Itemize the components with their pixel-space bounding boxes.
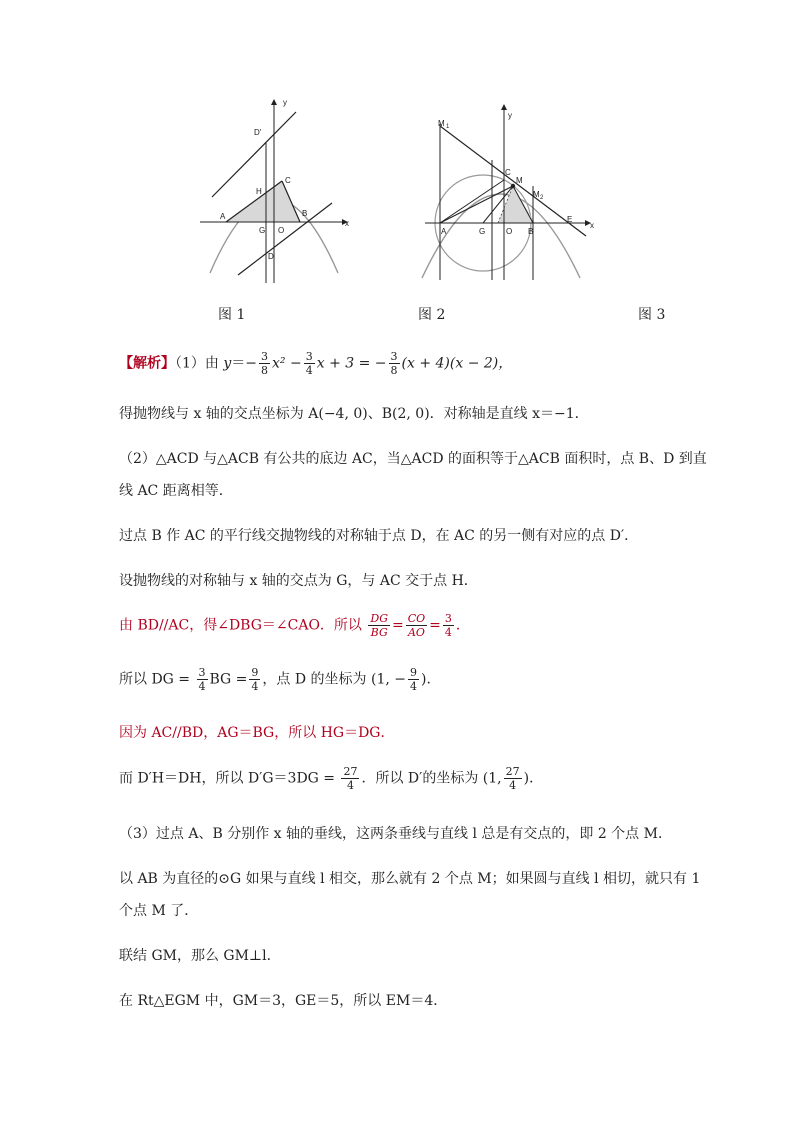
label-m: M [516, 176, 523, 185]
frac-3-4-b [443, 612, 454, 639]
figure-2-diagram [410, 100, 610, 285]
label-o: O [506, 227, 513, 236]
frac-num: 9 [410, 666, 417, 679]
frac-num: 3 [444, 612, 452, 625]
frac-num: 3 [390, 350, 398, 363]
frac-den: BG [370, 626, 388, 639]
part-l8a: 所以 DG = [119, 671, 191, 688]
frac-9-4-a [249, 666, 260, 693]
eq-sign: = [392, 617, 404, 634]
label-m1-subscript: 1 [446, 124, 450, 130]
frac-co-ao [406, 612, 427, 639]
label-x: x [345, 219, 349, 228]
eq-y: y [223, 355, 232, 372]
figure-1 [190, 95, 365, 285]
solution-line-8 [119, 666, 440, 693]
solution-line-15: 在 Rt△EGM 中，GM＝3，GE＝5，所以 EM＝4． [119, 993, 448, 1009]
solution-line-7 [119, 612, 470, 639]
label-x: x [590, 221, 594, 230]
eq-x2: x² − [272, 355, 302, 372]
label-o: O [278, 226, 285, 235]
frac-dg-bg [368, 612, 390, 639]
part1-intro: （1）由 [175, 355, 219, 372]
eq-rest2: (x + 4)(x − 2)， [401, 355, 513, 372]
frac-3-4 [304, 350, 315, 377]
frac-den: 4 [346, 779, 354, 792]
y-axis-arrow [271, 99, 277, 105]
part-l7a: 由 BD//AC，得∠DBG＝∠CAO．所以 [119, 617, 362, 634]
label-d-prime: D' [254, 128, 262, 137]
figure-2 [410, 100, 610, 285]
label-h: H [256, 187, 262, 196]
frac-den: 4 [410, 680, 417, 693]
solution-line-13: 个点 M 了． [119, 903, 199, 919]
frac-num: DG [370, 612, 388, 625]
frac-den: 4 [198, 680, 206, 693]
label-c: C [285, 176, 291, 185]
part-l8b: BG = [209, 671, 248, 688]
solution-line-5: 过点 B 作 AC 的平行线交抛物线的对称轴于点 D，在 AC 的另一侧有对应的点 D′． [119, 528, 639, 544]
frac-den: 4 [305, 364, 313, 377]
frac-num: 27 [505, 765, 520, 778]
solution-line-9: 因为 AC//BD，AG＝BG，所以 HG＝DG． [119, 725, 395, 741]
label-c: C [505, 168, 511, 177]
frac-27-4-b [504, 765, 522, 792]
solution-line-2: 得抛物线与 x 轴的交点坐标为 A(−4, 0)、B(2, 0)．对称轴是直线 x＝−1． [119, 406, 589, 422]
label-b: B [528, 227, 534, 236]
frac-27-4-a [341, 765, 359, 792]
frac-3-8-b [389, 350, 400, 377]
part-l8d: )． [421, 671, 441, 688]
figure-1-diagram [190, 95, 365, 285]
solution-line-3: （2）△ACD 与△ACB 有公共的底边 AC，当△ACD 的面积等于△ACB 面积时，点 B、D 到直 [119, 451, 707, 467]
part-l8c: ，点 D 的坐标为 (1, − [262, 671, 406, 688]
label-a: A [441, 227, 447, 236]
frac-den: 8 [261, 364, 269, 377]
label-d: D [268, 252, 274, 261]
solution-line-14: 联结 GM，那么 GM⊥l． [119, 948, 281, 964]
frac-9-4-b [408, 666, 419, 693]
solution-line-12: 以 AB 为直径的⊙G 如果与直线 l 相交，那么就有 2 个点 M；如果圆与直线 l 相切，就只有 1 [119, 871, 701, 887]
eq-sign: = [429, 617, 441, 634]
parabola [422, 194, 580, 278]
point-m [511, 184, 515, 188]
label-a: A [220, 212, 226, 221]
solution-tag: 【解析】 [119, 355, 175, 372]
frac-num: 3 [261, 350, 269, 363]
frac-den: 4 [251, 680, 259, 693]
label-m1: M [438, 119, 445, 128]
label-y: y [283, 98, 287, 107]
label-m2-subscript: 2 [540, 195, 544, 201]
frac-num: 3 [305, 350, 313, 363]
y-axis-arrow [501, 104, 507, 110]
solution-line-6: 设抛物线的对称轴与 x 轴的交点为 G，与 AC 交于点 H． [119, 573, 478, 589]
frac-den: 8 [390, 364, 398, 377]
part-l10c: )． [523, 770, 544, 787]
solution-line-11: （3）过点 A、B 分别作 x 轴的垂线，这两条垂线与直线 l 总是有交点的，即 2 个点 M． [119, 826, 672, 842]
part-l10a: 而 D′H＝DH，所以 D′G＝3DG = [119, 770, 336, 787]
frac-3-8-a [259, 350, 270, 377]
frac-3-4-c [197, 666, 208, 693]
label-b: B [302, 209, 308, 218]
frac-num: 3 [198, 666, 206, 679]
caption-figure-3: 图 3 [638, 307, 666, 323]
frac-den: AO [407, 626, 425, 639]
solution-line-10 [119, 765, 543, 792]
eq-equals: ＝− [231, 355, 258, 372]
label-m2: M [533, 190, 540, 199]
line-ac [440, 180, 504, 223]
frac-num: 9 [251, 666, 259, 679]
frac-den: 4 [509, 779, 517, 792]
label-g: G [479, 227, 486, 236]
frac-num: CO [407, 612, 426, 625]
caption-figure-1: 图 1 [218, 307, 246, 323]
part-l10b: ．所以 D′的坐标为 (1, [361, 770, 502, 787]
frac-num: 27 [343, 765, 358, 778]
period: ． [455, 617, 470, 634]
solution-line-1 [119, 350, 512, 377]
solution-line-4: 线 AC 距离相等． [119, 483, 233, 499]
label-e: E [567, 215, 573, 224]
frac-den: 4 [444, 626, 452, 639]
label-y: y [508, 111, 512, 120]
label-g: G [259, 226, 266, 235]
eq-rest1: x + 3 = − [316, 355, 387, 372]
caption-figure-2: 图 2 [418, 307, 446, 323]
shaded-triangle [226, 181, 300, 222]
